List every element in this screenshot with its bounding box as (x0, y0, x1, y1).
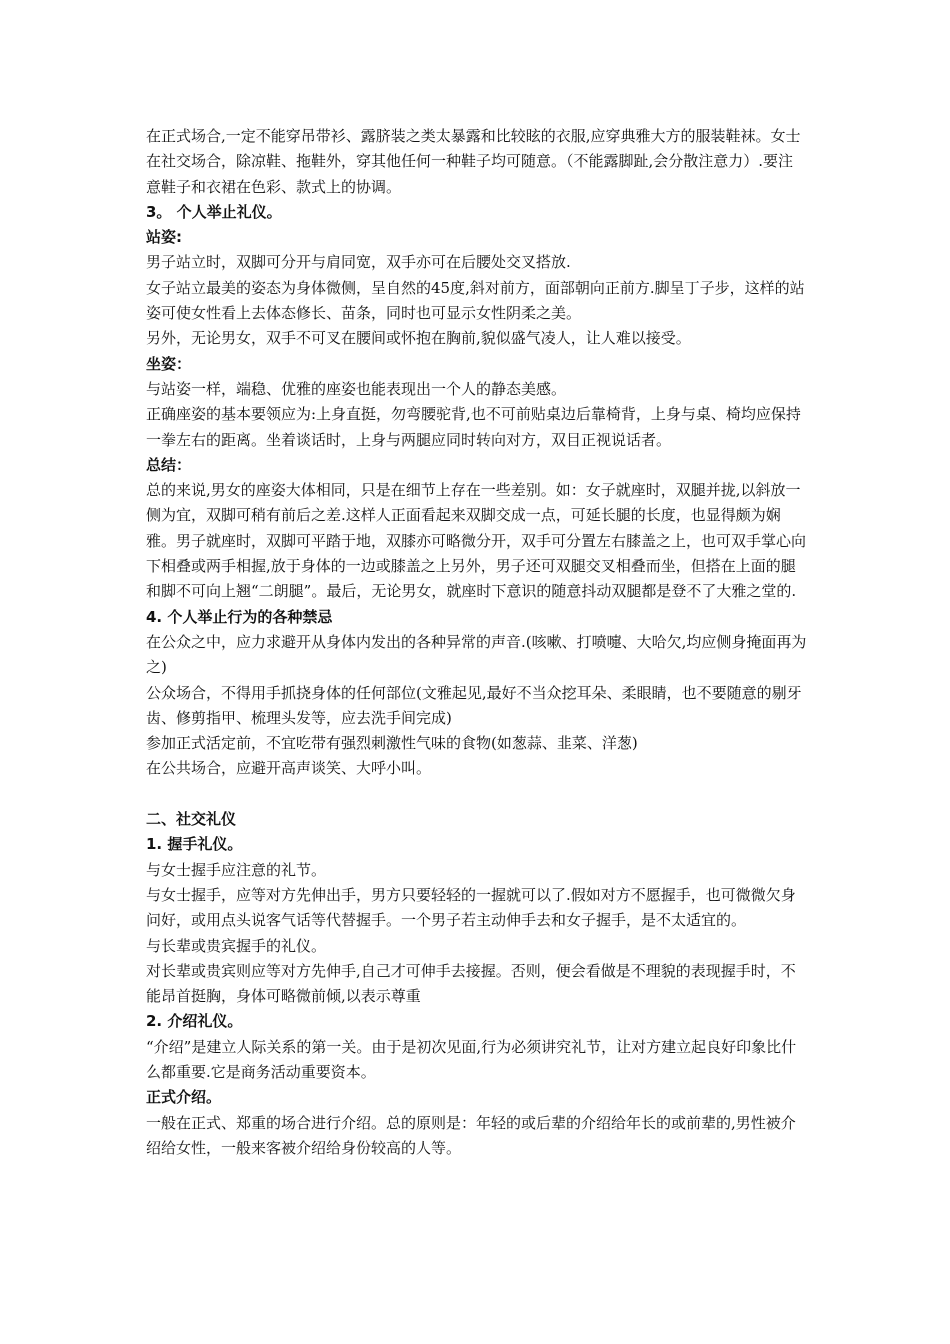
subheading: 坐姿： (146, 354, 192, 373)
paragraph: 另外，无论男女，双手不可叉在腰间或怀抱在胸前,貌似盛气凌人，让人难以接受。 (146, 329, 691, 348)
paragraph: 女子站立最美的姿态为身体微侧，呈自然的45度,斜对前方，面部朝向正前方.脚呈丁子步，这样的站姿可使女性看上去体态修长、苗条，同时也可显示女性阴柔之美。 (146, 278, 805, 323)
paragraph: 参加正式活定前，不宜吃带有强烈刺激性气味的食物(如葱蒜、韭菜、洋葱) (146, 734, 638, 753)
blank-line (146, 782, 808, 807)
paragraph: 一般在正式、郑重的场合进行介绍。总的原则是：年轻的或后辈的介绍给年长的或前辈的,男性被介绍给女性，一般来客被介绍给身份较高的人等。 (146, 1113, 796, 1157)
paragraph: 对长辈或贵宾则应等对方先伸手,自己才可伸手去接握。否则，便会看做是不理貌的表现握手时，不能昂首挺胸，身体可略微前倾,以表示尊重 (146, 961, 796, 1006)
paragraph: 在正式场合,一定不能穿吊带衫、露脐装之类太暴露和比较眩的衣服,应穿典雅大方的服装鞋袜。女士在社交场合，除凉鞋、拖鞋外，穿其他任何一种鞋子均可随意。（不能露脚趾,会分散注意力）.要注意鞋子和衣裙在色彩、款式上的协调。 (146, 127, 801, 196)
subheading: 正式介绍。 (146, 1088, 222, 1107)
section-heading: 3。 个人举止礼仪。 (146, 202, 282, 221)
paragraph: 男子站立时，双脚可分开与肩同宽，双手亦可在后腰处交叉搭放. (146, 253, 571, 272)
paragraph: 与长辈或贵宾握手的礼仪。 (146, 936, 327, 955)
paragraph: 公众场合，不得用手抓挠身体的任何部位(文雅起见,最好不当众挖耳朵、柔眼睛，也不要随意的剔牙齿、修剪指甲、梳理头发等，应去洗手间完成) (146, 683, 802, 727)
section-heading: 1. 握手礼仪。 (146, 835, 243, 854)
paragraph: 正确座姿的基本要领应为:上身直挺，勿弯腰驼背,也不可前贴桌边后靠椅背，上身与桌、椅均应保持一拳左右的距离。坐着谈话时，上身与两腿应同时转向对方，双目正视说话者。 (146, 405, 801, 449)
section-heading: 2. 介绍礼仪。 (146, 1012, 243, 1031)
document-page (146, 124, 808, 1161)
chapter-heading: 二、社交礼仪 (146, 810, 237, 829)
paragraph: 在公共场合，应避开高声谈笑、大呼小叫。 (146, 759, 432, 778)
paragraph: 在公众之中，应力求避开从身体内发出的各种异常的声音.(咳嗽、打喷嚏、大哈欠,均应侧身掩面再为之) (146, 632, 807, 677)
paragraph: 与女士握手应注意的礼节。 (146, 860, 327, 879)
paragraph: 与女士握手，应等对方先伸出手，男方只要轻轻的一握就可以了.假如对方不愿握手，也可微微欠身问好，或用点头说客气话等代替握手。一个男子若主动伸手去和女子握手，是不太适宜的。 (146, 885, 796, 930)
section-heading: 4. 个人举止行为的各种禁忌 (146, 607, 333, 626)
paragraph: 总的来说,男女的座姿大体相同，只是在细节上存在一些差别。如：女子就座时，双腿并拢,以斜放一侧为宜，双脚可稍有前后之差.这样人正面看起来双脚交成一点，可延长腿的长度，也显得颇为娴雅。男子就座时，双脚可平踏于地，双膝亦可略微分开，双手可分置左右膝盖之上，也可双手掌心向下相叠或两手相握,放于身体的一边或膝盖之上另外，男子还可双腿交叉相叠而坐，但搭在上面的腿和脚不可向上翘“二朗腿”。最后，无论男女，就座时下意识的随意抖动双腿都是登不了大雅之堂的. (146, 481, 807, 601)
subheading: 站姿: (146, 228, 182, 247)
subheading: 总结： (146, 455, 192, 474)
paragraph: 与站姿一样，端稳、优雅的座姿也能表现出一个人的静态美感。 (146, 379, 567, 398)
paragraph: “介绍”是建立人际关系的第一关。由于是初次见面,行为必须讲究礼节，让对方建立起良好印象比什么都重要.它是商务活动重要资本。 (146, 1037, 797, 1081)
